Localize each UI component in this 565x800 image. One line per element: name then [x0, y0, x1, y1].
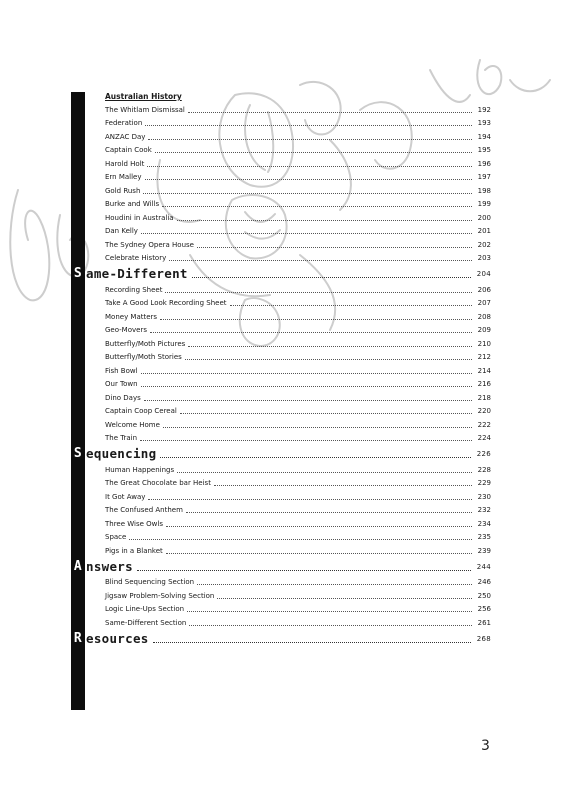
dot-leader	[155, 151, 472, 153]
section-title: nswers	[86, 558, 133, 574]
dot-leader	[186, 511, 472, 513]
dot-leader	[145, 124, 472, 126]
entry-title: Gold Rush	[105, 186, 141, 195]
toc-entry[interactable]	[71, 477, 491, 491]
dot-leader	[214, 484, 472, 486]
entry-title: Dan Kelly	[105, 227, 138, 235]
toc-entry[interactable]	[71, 351, 491, 365]
entry-page-number: 222	[477, 420, 491, 429]
dot-leader	[169, 259, 472, 261]
toc-entry[interactable]	[71, 238, 491, 252]
dot-leader	[192, 276, 471, 278]
toc-entry[interactable]	[71, 157, 491, 171]
entry-page-number: 195	[477, 146, 491, 154]
dot-leader	[188, 111, 472, 113]
entry-title: Blind Sequencing Section	[105, 578, 195, 586]
toc-entry[interactable]	[71, 378, 491, 392]
entry-title: The Whitlam Dismissal	[105, 105, 185, 114]
dot-leader	[150, 331, 472, 333]
dot-leader	[197, 583, 472, 585]
toc-entry[interactable]	[71, 616, 491, 630]
dot-leader	[129, 538, 472, 540]
entry-page-number: 218	[477, 393, 491, 402]
toc-entry[interactable]	[71, 432, 491, 446]
entry-title: Human Happenings	[105, 465, 175, 474]
entry-title: Dino Days	[105, 393, 141, 402]
entry-page-number: 198	[477, 186, 491, 195]
entry-page-number: 196	[477, 159, 491, 168]
section-title: esources	[86, 630, 149, 646]
dot-leader	[148, 138, 472, 140]
toc-entry[interactable]	[71, 391, 491, 405]
entry-page-number: 214	[477, 366, 491, 375]
entry-title: Money Matters	[105, 312, 158, 321]
entry-page-number: 230	[477, 492, 491, 501]
entry-page-number: 232	[477, 506, 491, 514]
toc-entry[interactable]	[71, 144, 491, 158]
dot-leader	[141, 385, 472, 387]
entry-title: Butterfly/Moth Stories	[105, 353, 182, 361]
entry-page-number: 224	[477, 434, 491, 442]
page-number: 3	[481, 738, 490, 754]
entry-title: Jigsaw Problem-Solving Section	[105, 591, 215, 600]
toc-entry[interactable]	[71, 405, 491, 419]
entry-title: Same-Different Section	[105, 618, 187, 627]
toc-entry[interactable]	[71, 198, 491, 212]
entry-title: Three Wise Owls	[105, 519, 163, 528]
toc-entry[interactable]	[71, 463, 491, 477]
toc-entry[interactable]	[71, 337, 491, 351]
toc-entry[interactable]	[71, 364, 491, 378]
toc-entry[interactable]	[71, 517, 491, 531]
toc-section-heading[interactable]	[71, 265, 491, 283]
toc-entry[interactable]	[71, 531, 491, 545]
entry-title: Federation	[105, 119, 143, 127]
entry-page-number: 250	[477, 591, 491, 600]
entry-title: The Sydney Opera House	[105, 240, 194, 249]
entry-page-number: 194	[477, 132, 491, 141]
entry-title: The Confused Anthem	[105, 506, 183, 514]
entry-title: It Got Away	[105, 492, 146, 501]
dot-leader	[147, 165, 472, 167]
toc-entry[interactable]	[71, 184, 491, 198]
dot-leader	[177, 219, 472, 221]
dot-leader	[143, 192, 472, 194]
toc-section-heading[interactable]	[71, 445, 491, 463]
section-page-number: 268	[476, 634, 491, 643]
entry-title: Welcome Home	[105, 420, 160, 429]
entry-title: Logic Line-Ups Section	[105, 605, 185, 613]
dot-leader	[148, 498, 472, 500]
toc-entry[interactable]	[71, 576, 491, 590]
entry-page-number: 239	[477, 546, 491, 555]
dot-leader	[144, 399, 472, 401]
entry-page-number: 208	[477, 312, 491, 321]
entry-page-number: 235	[477, 533, 491, 541]
entry-page-number: 256	[477, 605, 491, 613]
entry-page-number: 197	[477, 173, 491, 181]
toc-entry[interactable]	[71, 171, 491, 185]
entry-title: Butterfly/Moth Pictures	[105, 339, 186, 348]
entry-page-number: 200	[477, 213, 491, 222]
table-of-contents	[71, 91, 491, 648]
toc-entry[interactable]	[71, 544, 491, 558]
entry-title: The Great Chocolate bar Heist	[105, 479, 211, 487]
dot-leader	[187, 610, 472, 612]
entry-title: Geo-Movers	[105, 326, 147, 334]
dot-leader	[137, 569, 471, 571]
section-initial: R	[71, 630, 85, 648]
toc-entry[interactable]	[71, 324, 491, 338]
entry-title: Take A Good Look Recording Sheet	[105, 299, 227, 307]
entry-title: Recording Sheet	[105, 285, 163, 294]
dot-leader	[141, 232, 472, 234]
entry-page-number: 202	[477, 240, 491, 249]
toc-entry[interactable]	[71, 103, 491, 117]
toc-entry[interactable]	[71, 603, 491, 617]
section-title: ame-Different	[86, 266, 188, 281]
section-title: equencing	[86, 446, 157, 461]
section-initial: S	[71, 265, 85, 283]
toc-entry[interactable]	[71, 589, 491, 603]
section-page-number: 226	[476, 450, 491, 458]
entry-page-number: 199	[477, 200, 491, 208]
dot-leader	[188, 345, 472, 347]
toc-section-heading[interactable]	[71, 558, 491, 576]
entry-title: Celebrate History	[105, 254, 167, 262]
dot-leader	[162, 205, 472, 207]
entry-page-number: 201	[477, 227, 491, 235]
section-initial: S	[71, 445, 85, 463]
entry-title: Our Town	[105, 380, 138, 388]
entry-page-number: 229	[477, 479, 491, 487]
section-page-number: 244	[476, 562, 491, 571]
dot-leader	[217, 597, 472, 599]
section-page-number: 204	[476, 270, 491, 278]
toc-entry[interactable]	[71, 130, 491, 144]
toc-subheading: Australian History	[105, 92, 182, 101]
entry-page-number: 206	[477, 285, 491, 294]
entry-page-number: 203	[477, 254, 491, 262]
entry-title: Fish Bowl	[105, 366, 138, 375]
entry-page-number: 234	[477, 519, 491, 528]
entry-title: The Train	[105, 434, 138, 442]
toc-entry[interactable]	[71, 117, 491, 131]
dot-leader	[189, 624, 472, 626]
toc-entry[interactable]	[71, 252, 491, 266]
entry-page-number: 261	[477, 618, 491, 627]
dot-leader	[163, 426, 472, 428]
dot-leader	[197, 246, 472, 248]
toc-entry[interactable]	[71, 490, 491, 504]
dot-leader	[153, 641, 471, 643]
toc-entry[interactable]	[71, 418, 491, 432]
toc-entry[interactable]	[71, 504, 491, 518]
entry-title: ANZAC Day	[105, 132, 146, 141]
section-initial: A	[71, 558, 85, 576]
dot-leader	[180, 412, 472, 414]
dot-leader	[160, 456, 471, 458]
entry-page-number: 207	[477, 299, 491, 307]
entry-page-number: 246	[477, 578, 491, 586]
dot-leader	[145, 178, 472, 180]
entry-page-number: 192	[477, 105, 491, 114]
toc-entry[interactable]	[71, 297, 491, 311]
entry-page-number: 209	[477, 326, 491, 334]
entry-page-number: 210	[477, 339, 491, 348]
entry-page-number: 216	[477, 380, 491, 388]
entry-page-number: 228	[477, 465, 491, 474]
entry-page-number: 220	[477, 407, 491, 415]
dot-leader	[166, 525, 472, 527]
entry-page-number: 212	[477, 353, 491, 361]
entry-page-number: 193	[477, 119, 491, 127]
entry-title: Harold Holt	[105, 159, 145, 168]
toc-entry[interactable]	[71, 283, 491, 297]
toc-entry[interactable]	[71, 211, 491, 225]
dot-leader	[160, 318, 472, 320]
dot-leader	[230, 304, 472, 306]
entry-title: Captain Cook	[105, 146, 152, 154]
entry-title: Pigs in a Blanket	[105, 546, 163, 555]
toc-entry[interactable]	[71, 225, 491, 239]
entry-title: Ern Malley	[105, 173, 142, 181]
dot-leader	[140, 439, 472, 441]
dot-leader	[185, 358, 472, 360]
toc-section-heading[interactable]	[71, 630, 491, 648]
entry-title: Captain Coop Cereal	[105, 407, 177, 415]
toc-entry[interactable]	[71, 310, 491, 324]
entry-title: Houdini in Australia	[105, 213, 174, 222]
dot-leader	[166, 552, 472, 554]
dot-leader	[165, 291, 472, 293]
entry-title: Burke and Wills	[105, 200, 160, 208]
dot-leader	[177, 471, 472, 473]
entry-title: Space	[105, 533, 127, 541]
dot-leader	[141, 372, 472, 374]
